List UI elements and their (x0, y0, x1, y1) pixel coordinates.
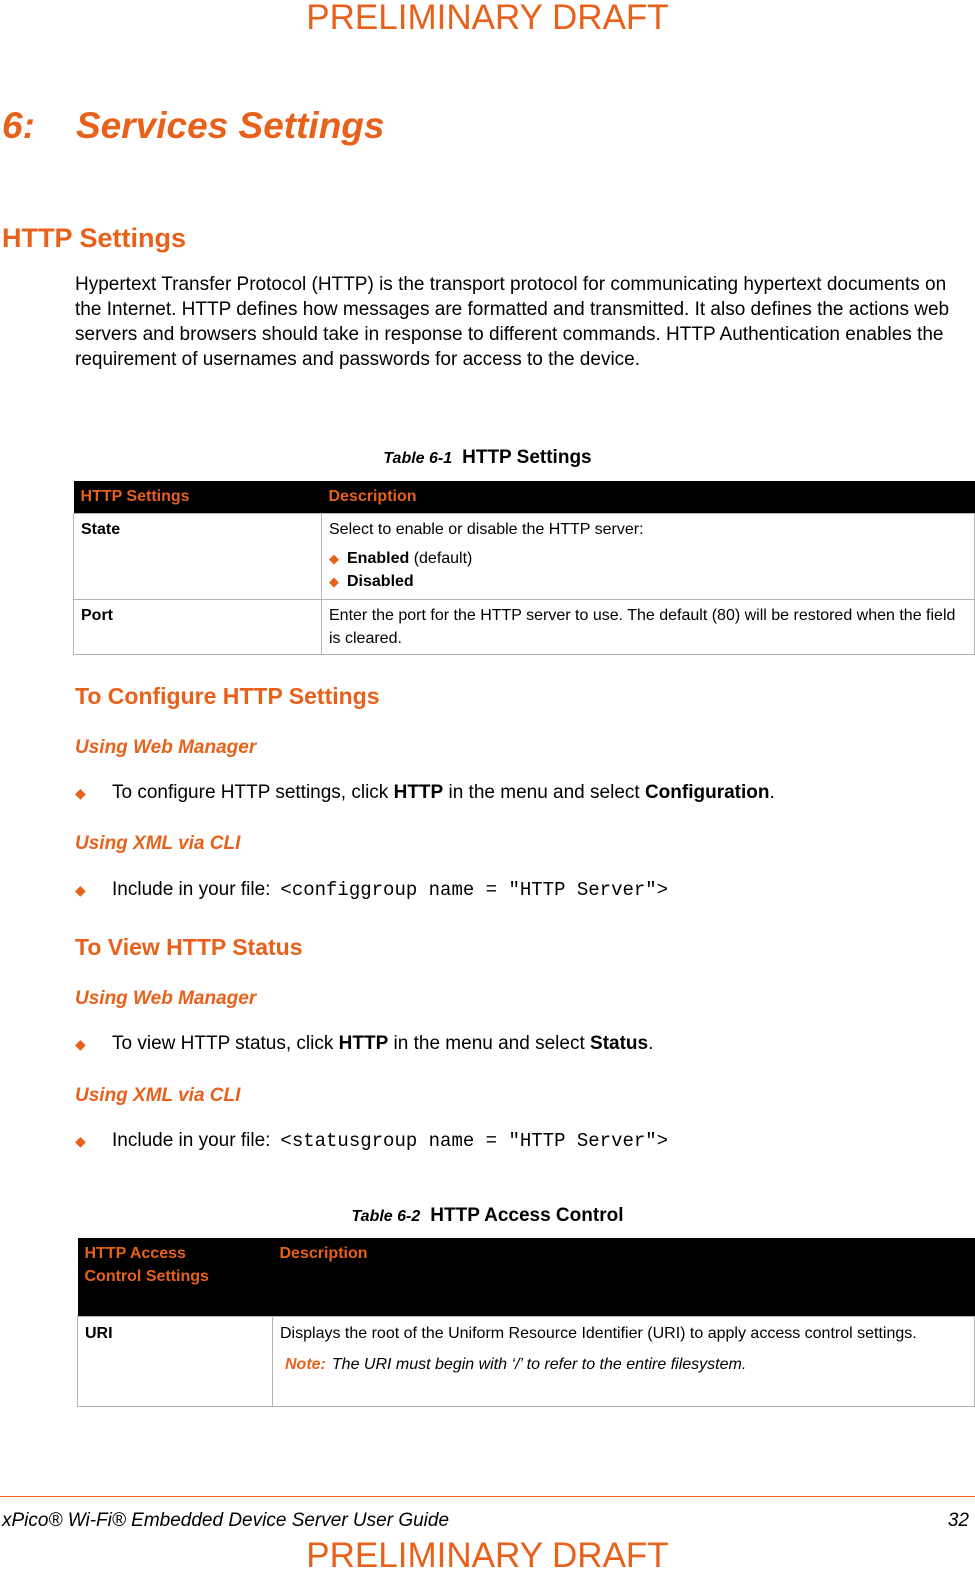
uri-name: URI (85, 1324, 113, 1342)
configure-web-step (75, 782, 775, 805)
section-title: HTTP Settings (2, 223, 187, 253)
status-xml-step (75, 1130, 668, 1153)
configure-xml-heading: Using XML via CLI (75, 833, 241, 854)
table2-header-setting (78, 1238, 273, 1316)
table-row (78, 1316, 975, 1406)
state-name: State (81, 520, 121, 538)
configure-xml-step (75, 879, 668, 902)
state-option-disabled: Disabled (347, 572, 414, 590)
diamond-bullet-icon: ◆ (75, 1036, 86, 1052)
table2-caption (0, 1205, 975, 1227)
chapter-title (2, 104, 384, 148)
http-settings-table (73, 481, 975, 655)
footer-rule (0, 1496, 975, 1497)
step-submenu: Configuration (644, 782, 770, 803)
diamond-bullet-icon: ◆ (329, 573, 339, 589)
port-name: Port (81, 606, 113, 624)
table1-header-description: Description (322, 481, 975, 513)
header-line: Control Settings (84, 1268, 209, 1285)
code-snippet: <statusgroup name = "HTTP Server"> (280, 1130, 669, 1152)
step-text: Include in your file: (112, 879, 271, 900)
uri-note (280, 1353, 967, 1376)
step-text: . (769, 782, 775, 803)
table1-label: Table 6-1 (383, 450, 453, 467)
diamond-bullet-icon: ◆ (329, 550, 339, 566)
uri-desc: Displays the root of the Uniform Resource Identifier (URI) to apply access control settings. (280, 1324, 917, 1342)
step-text: in the menu and select (393, 1033, 585, 1054)
watermark-bottom: PRELIMINARY DRAFT (306, 1536, 669, 1575)
table1-title: HTTP Settings (462, 447, 592, 468)
diamond-bullet-icon: ◆ (75, 882, 86, 898)
http-access-control-table (77, 1238, 975, 1407)
chapter-name: Services Settings (76, 105, 385, 146)
step-text: To view HTTP status, click (112, 1033, 334, 1054)
note-text: The URI must begin with ‘/’ to refer to the entire filesystem. (331, 1355, 747, 1373)
step-menu: HTTP (338, 1033, 389, 1054)
table-row (74, 513, 975, 599)
status-title: To View HTTP Status (75, 934, 303, 960)
diamond-bullet-icon: ◆ (75, 785, 86, 801)
footer-title: xPico® Wi-Fi® Embedded Device Server User Guide (2, 1510, 450, 1531)
table-row (74, 599, 975, 654)
footer-page-number: 32 (947, 1510, 969, 1531)
step-text: Include in your file: (112, 1130, 271, 1151)
section-intro: Hypertext Transfer Protocol (HTTP) is the transport protocol for communicating hypertext documents on the Internet. HTTP defines how messages are formatted and transmitted. It also defines the actions web servers and browsers should take in response to different commands. HTTP Authentication enables the requirement of usernames and passwords for access to the device. (75, 274, 950, 370)
step-menu: HTTP (393, 782, 444, 803)
watermark-top: PRELIMINARY DRAFT (306, 0, 669, 37)
status-xml-heading: Using XML via CLI (75, 1085, 241, 1106)
status-web-step (75, 1033, 653, 1056)
port-desc: Enter the port for the HTTP server to use. The default (80) will be restored when the field is cleared. (322, 599, 975, 654)
step-text: . (648, 1033, 654, 1054)
status-web-heading: Using Web Manager (75, 988, 257, 1009)
note-label: Note: (285, 1355, 326, 1373)
table2-label: Table 6-2 (351, 1208, 421, 1225)
state-option-enabled: Enabled (347, 549, 410, 567)
step-text: To configure HTTP settings, click (112, 782, 389, 803)
table2-title: HTTP Access Control (430, 1205, 624, 1226)
step-submenu: Status (590, 1033, 649, 1054)
code-snippet: <configgroup name = "HTTP Server"> (280, 879, 669, 901)
table1-caption (0, 447, 975, 469)
table1-header-setting: HTTP Settings (74, 481, 322, 513)
state-desc: Select to enable or disable the HTTP server: (329, 520, 644, 538)
list-item (329, 547, 967, 570)
step-text: in the menu and select (448, 782, 640, 803)
state-option-default: (default) (413, 549, 473, 567)
list-item (329, 570, 967, 593)
diamond-bullet-icon: ◆ (75, 1133, 86, 1149)
chapter-number: 6: (2, 105, 35, 146)
table2-header-description: Description (273, 1238, 975, 1316)
configure-web-heading: Using Web Manager (75, 737, 257, 758)
header-line: HTTP Access (84, 1245, 186, 1262)
configure-title: To Configure HTTP Settings (75, 683, 380, 709)
